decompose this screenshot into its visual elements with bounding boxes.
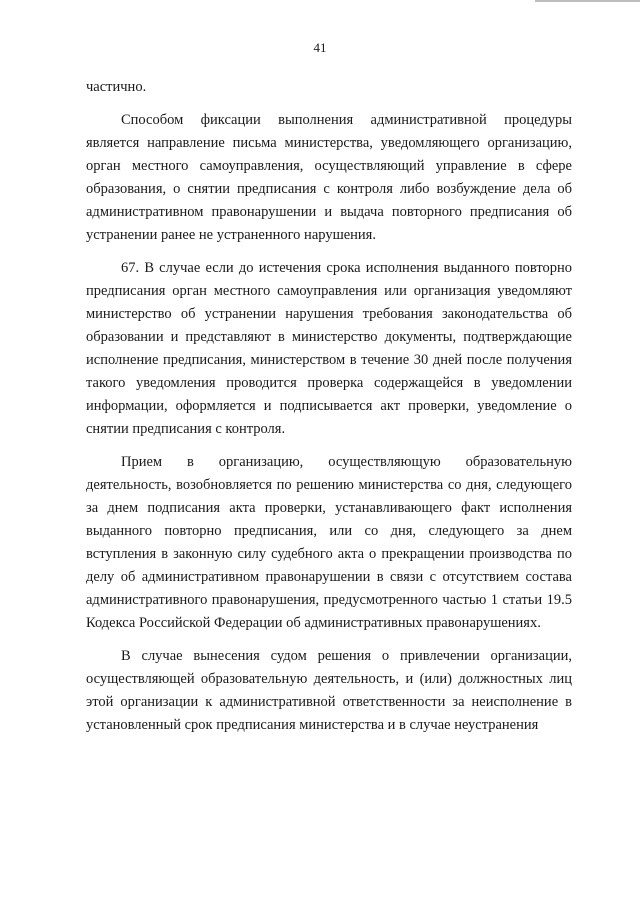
scan-edge-line xyxy=(535,0,640,2)
paragraph-court-decision: В случае вынесения судом решения о привлечении организации, осуществляющей образовательную деятельность, и (или) должностных лиц этой организации к административной ответственности за неисполнение в установленный срок предписания министерства и в случае неустранения xyxy=(86,648,572,733)
page-number: 41 xyxy=(313,40,327,55)
paragraph-67: 67. В случае если до истечения срока исполнения выданного повторно предписания орган местного самоуправления или организация уведомляют министерство об устранении нарушения требования законодательства об образовании и представляют в министерство документы, подтверждающие исполнение предписания, министерством в течение 30 дней после получения такого уведомления проводится проверка содержащейся в уведомлении информации, оформляется и подписывается акт проверки, уведомление о снятии предписания с контроля. xyxy=(86,260,572,437)
paragraph-fixation-method: Способом фиксации выполнения административной процедуры является направление письма министерства, уведомляющего организацию, орган местного самоуправления, осуществляющий управление в сфере образования, о снятии предписания с контроля либо возбуждение дела об административном правонарушении и выдача повторного предписания об устранении ранее не устраненного нарушения. xyxy=(86,112,572,243)
paragraph-admission-resumed: Прием в организацию, осуществляющую образовательную деятельность, возобновляется по решению министерства со дня, следующего за днем подписания акта проверки, устанавливающего факт исполнения выданного повторно предписания, или со дня, следующего за днем вступления в законную силу судебного акта о прекращении производства по делу об административном правонарушении в связи с отсутствием состава административного правонарушения, предусмотренного частью 1 статьи 19.5 Кодекса Российской Федерации об административных правонарушениях. xyxy=(86,454,572,631)
document-body xyxy=(86,76,572,737)
paragraph-continuation: частично. xyxy=(86,79,147,95)
